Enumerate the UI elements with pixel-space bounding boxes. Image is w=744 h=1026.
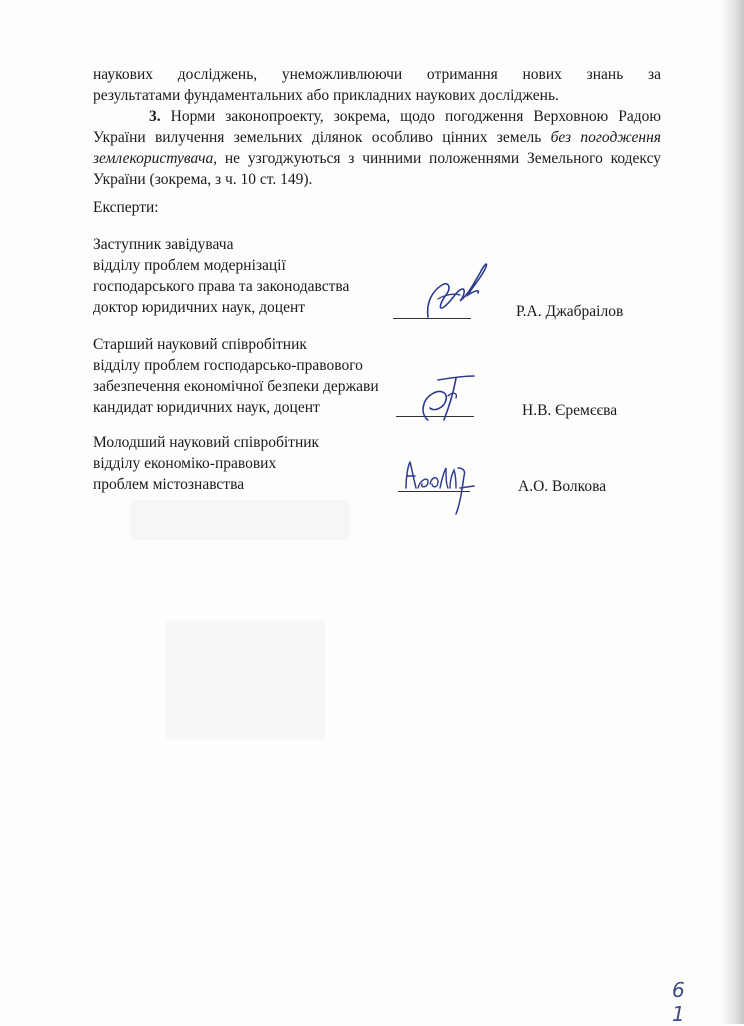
signatory-title-line: відділу проблем господарсько-правового (93, 357, 363, 374)
signatory-title-line: відділу економіко-правових (93, 455, 277, 472)
paragraph-line: наукових досліджень, унеможливлюючи отримання нових знань за (93, 66, 661, 83)
scan-page-edge (720, 0, 744, 1024)
signatory-title-line: забезпечення економічної безпеки держави (93, 378, 379, 395)
signatory-title-line: проблем містознавства (93, 476, 245, 493)
handwritten-page-number: 6 1 (672, 978, 703, 1026)
bleed-through-shadow (165, 620, 325, 740)
paragraph-line: результатами фундаментальних або прикладних наукових досліджень. (93, 87, 559, 104)
paragraph-italic-text: без погодження землекористувача (93, 129, 661, 167)
signatory-name: Н.В. Єремєєва (522, 402, 618, 419)
signatory-name: Р.А. Джабраілов (516, 303, 624, 320)
item-number: 3. (149, 108, 161, 125)
paragraph-item-3 (93, 106, 661, 190)
signatory-title-block (93, 432, 319, 495)
signatory-title-line: відділу проблем модернізації (93, 257, 286, 274)
signatory-title-line: Старший науковий співробітник (93, 336, 307, 353)
signatory-title-block (93, 334, 379, 418)
signatory-title-block (93, 234, 349, 318)
signatory-title-line: Заступник завідувача (93, 236, 234, 253)
bleed-through-shadow (130, 500, 350, 540)
signatory-title-line: кандидат юридичних наук, доцент (93, 399, 320, 416)
signatory-title-line: доктор юридичних наук, доцент (93, 299, 306, 316)
paragraph-continuation (93, 64, 661, 106)
paragraph-text: , не узгоджуються з чинними положеннями Земельного кодексу України (зокрема, з ч. 10 ст. 149). (93, 150, 661, 188)
signatory-name: А.О. Волкова (518, 478, 607, 495)
experts-heading: Експерти: (93, 199, 159, 216)
signatory-title-line: Молодший науковий співробітник (93, 434, 320, 451)
handwritten-signature-1 (408, 255, 498, 327)
signatory-title-line: господарського права та законодавства (93, 278, 350, 295)
paragraph-text: Норми законопроекту, зокрема, щодо погодження Верховною Радою України вилучення земельних ділянок особливо цінних земель (93, 108, 661, 146)
handwritten-signature-3 (398, 454, 488, 520)
handwritten-signature-2 (404, 370, 484, 428)
